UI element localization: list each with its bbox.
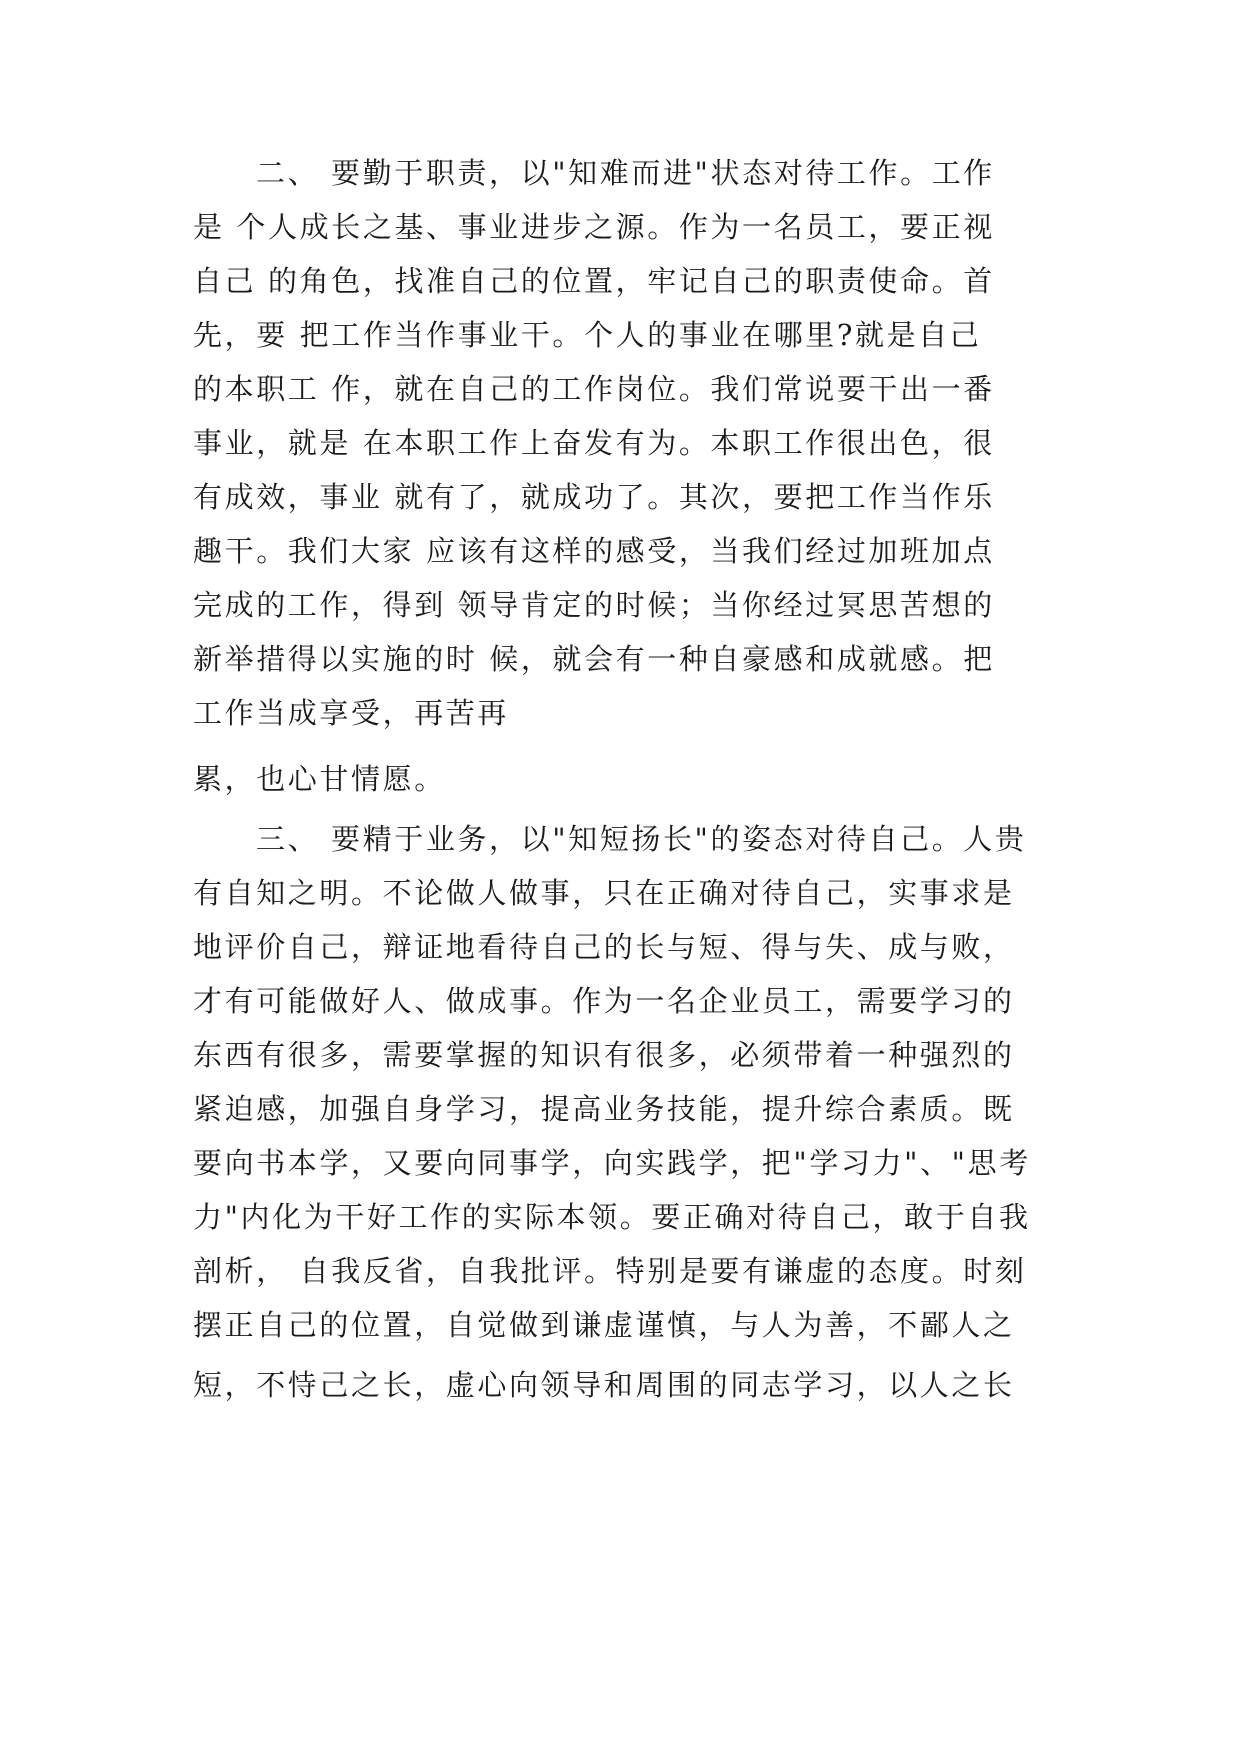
paragraph-2-line-3: 自己 的角色，找准自己的位置，牢记自己的职责使命。首: [193, 264, 995, 298]
paragraph-3-line-5: 东西有很多，需要掌握的知识有很多，必须带着一种强烈的: [193, 1038, 1015, 1072]
paragraph-3-line-2: 有自知之明。不论做人做事，只在正确对待自己，实事求是: [193, 876, 1015, 910]
paragraph-2-line-11: 工作当成享受，再苦再: [193, 696, 510, 730]
paragraph-2-line-6: 事业，就是 在本职工作上奋发有为。本职工作很出色，很: [193, 426, 995, 460]
paragraph-2-line-10: 新举措得以实施的时 候，就会有一种自豪感和成就感。把: [193, 642, 995, 676]
paragraph-3-line-7: 要向书本学，又要向同事学，向实践学，把"学习力"、"思考: [193, 1146, 1031, 1180]
paragraph-2-line-5: 的本职工 作，就在自己的工作岗位。我们常说要干出一番: [193, 372, 995, 406]
paragraph-3-line-1: 三、 要精于业务，以"知短扬长"的姿态对待自己。人贵: [256, 822, 1027, 856]
paragraph-3-line-3: 地评价自己，辩证地看待自己的长与短、得与失、成与败，: [193, 930, 1015, 964]
paragraph-2-line-12: 累，也心甘情愿。: [193, 762, 446, 796]
paragraph-2-line-8: 趣干。我们大家 应该有这样的感受，当我们经过加班加点: [193, 534, 995, 568]
paragraph-3-line-4: 才有可能做好人、做成事。作为一名企业员工，需要学习的: [193, 984, 1015, 1018]
paragraph-3-line-8: 力"内化为干好工作的实际本领。要正确对待自己，敢于自我: [193, 1200, 1031, 1234]
paragraph-2-line-2: 是 个人成长之基、事业进步之源。作为一名员工，要正视: [193, 210, 995, 244]
paragraph-2-line-7: 有成效，事业 就有了，就成功了。其次，要把工作当作乐: [193, 480, 995, 514]
paragraph-3-line-6: 紧迫感，加强自身学习，提高业务技能，提升综合素质。既: [193, 1092, 1015, 1126]
paragraph-3-line-9: 剖析， 自我反省，自我批评。特别是要有谦虚的态度。时刻: [193, 1254, 1027, 1288]
paragraph-2-line-9: 完成的工作，得到 领导肯定的时候；当你经过冥思苦想的: [193, 588, 995, 622]
paragraph-2-line-1: 二、 要勤于职责，以"知难而进"状态对待工作。工作: [256, 156, 995, 190]
paragraph-2-line-4: 先，要 把工作当作事业干。个人的事业在哪里?就是自己: [193, 318, 982, 352]
paragraph-3-line-11: 短，不恃己之长，虚心向领导和周围的同志学习，以人之长: [193, 1368, 1015, 1402]
paragraph-3-line-10: 摆正自己的位置，自觉做到谦虚谨慎，与人为善，不鄙人之: [193, 1308, 1015, 1342]
